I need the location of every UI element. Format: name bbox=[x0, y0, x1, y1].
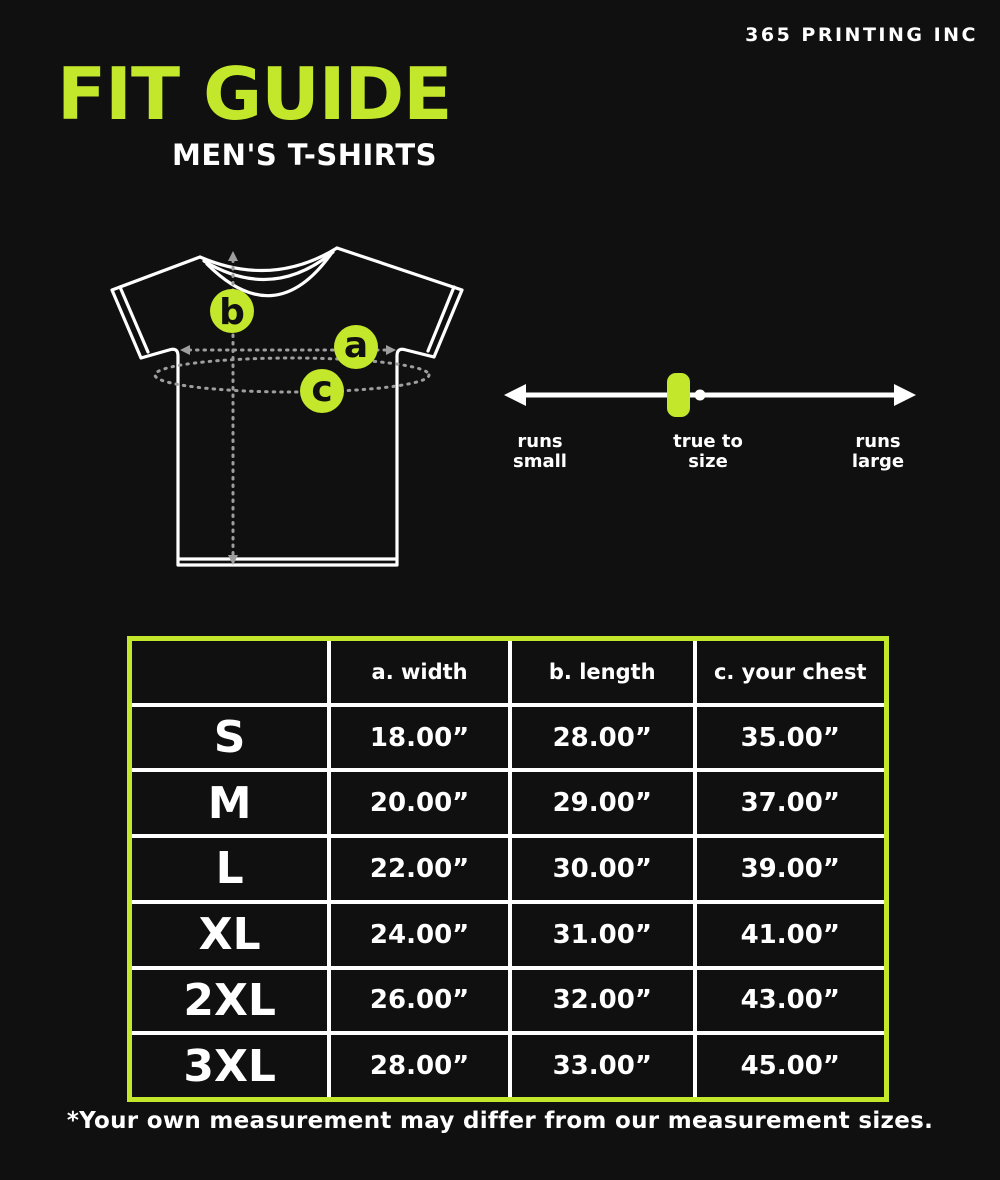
measure-arrowheads bbox=[180, 251, 396, 565]
width-value: 22.00” bbox=[331, 838, 508, 900]
size-label: M bbox=[132, 772, 327, 834]
fit-scale-label-line: large bbox=[851, 451, 905, 473]
length-value: 30.00” bbox=[512, 838, 693, 900]
size-table-header-width: a. width bbox=[331, 641, 508, 703]
fit-scale-labels bbox=[500, 432, 920, 484]
length-value: 28.00” bbox=[512, 707, 693, 769]
arrow-up-icon bbox=[228, 251, 238, 261]
width-value: 28.00” bbox=[331, 1035, 508, 1097]
page-title: FIT GUIDE bbox=[57, 52, 452, 136]
width-value: 26.00” bbox=[331, 970, 508, 1032]
chest-marker-label: c bbox=[311, 369, 333, 410]
length-value: 32.00” bbox=[512, 970, 693, 1032]
fit-scale-label-line: runs bbox=[517, 431, 563, 452]
chest-value: 35.00” bbox=[697, 707, 884, 769]
chest-value: 45.00” bbox=[697, 1035, 884, 1097]
width-value: 24.00” bbox=[331, 904, 508, 966]
size-table-header-chest: c. your chest bbox=[697, 641, 884, 703]
size-label: 2XL bbox=[132, 970, 327, 1032]
chest-value: 37.00” bbox=[697, 772, 884, 834]
tshirt-diagram bbox=[105, 240, 465, 572]
chest-value: 39.00” bbox=[697, 838, 884, 900]
length-marker-label: b bbox=[219, 292, 245, 333]
fit-scale-indicator bbox=[667, 373, 690, 417]
arrow-left-icon bbox=[180, 345, 190, 355]
fit-scale-label-line: size bbox=[688, 451, 728, 473]
chest-value: 43.00” bbox=[697, 970, 884, 1032]
arrow-right-icon bbox=[386, 345, 396, 355]
page-subtitle: MEN'S T-SHIRTS bbox=[172, 138, 437, 172]
size-label: L bbox=[132, 838, 327, 900]
chest-measure-ellipse bbox=[155, 358, 429, 392]
chest-value: 41.00” bbox=[697, 904, 884, 966]
size-table bbox=[127, 636, 889, 1102]
fit-scale bbox=[500, 360, 920, 430]
length-value: 31.00” bbox=[512, 904, 693, 966]
fit-scale-label-line: true to bbox=[673, 431, 743, 452]
fit-scale-arrow-left-icon bbox=[504, 384, 526, 406]
fit-scale-label-runs-small bbox=[490, 432, 590, 472]
size-label: S bbox=[132, 707, 327, 769]
fit-scale-arrow-right-icon bbox=[894, 384, 916, 406]
measurement-disclaimer: *Your own measurement may differ from our measurement sizes. bbox=[66, 1108, 934, 1134]
fit-scale-center-dot bbox=[695, 390, 706, 401]
fit-scale-label-runs-large bbox=[828, 432, 928, 472]
size-table-header-length: b. length bbox=[512, 641, 693, 703]
width-value: 18.00” bbox=[331, 707, 508, 769]
size-label: XL bbox=[132, 904, 327, 966]
fit-scale-label-line: runs bbox=[855, 431, 901, 452]
size-table-header-size bbox=[132, 641, 327, 703]
fit-scale-label-true-to-size bbox=[648, 432, 768, 472]
brand-text: 365 PRINTING INC bbox=[745, 24, 978, 46]
tshirt-outline bbox=[112, 248, 462, 565]
length-value: 33.00” bbox=[512, 1035, 693, 1097]
tshirt-collar-outer bbox=[200, 248, 337, 271]
size-label: 3XL bbox=[132, 1035, 327, 1097]
fit-scale-label-line: small bbox=[513, 451, 567, 473]
size-table-grid bbox=[132, 641, 884, 1097]
width-value: 20.00” bbox=[331, 772, 508, 834]
width-marker-label: a bbox=[343, 325, 369, 366]
length-value: 29.00” bbox=[512, 772, 693, 834]
